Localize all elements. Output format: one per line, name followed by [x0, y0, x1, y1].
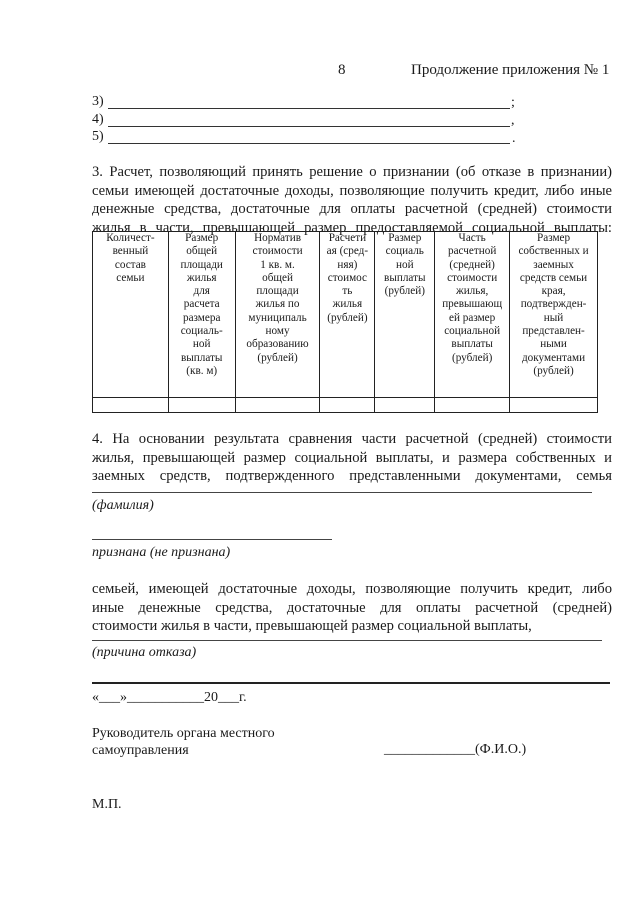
list-item-5: 5) — [92, 129, 104, 144]
recognized-field-line[interactable] — [92, 539, 332, 540]
table-cell[interactable] — [235, 398, 320, 413]
refusal-field-line[interactable] — [92, 640, 602, 641]
section-4-line: 4. На основании результата сравнения части расчетной (средней) стоимости — [92, 431, 612, 447]
table-header-cell: Размер общей площади жилья для расчета размера социаль- ной выплаты (кв. м) — [168, 232, 235, 398]
section-4-line: жилья, превышающей размер социальной выплаты, и размера собственных и — [92, 449, 612, 466]
table-header-row — [93, 232, 598, 398]
surname-label: (фамилия) — [92, 498, 154, 513]
table-header-cell: Норматив стоимости 1 кв. м. общей площади жилья по муниципаль ному образованию (рублей) — [235, 232, 320, 398]
table-cell[interactable] — [320, 398, 375, 413]
section-3-line: жилья в части, превышающей размер предоставляемой социальной выплаты: — [92, 219, 612, 236]
result-line: иные денежные средства, достаточные для оплаты расчетной (средней) — [92, 599, 612, 616]
table-header-cell: Размер собственных и заемных средств семьи края, подтвержден- ный представлен- ными документами (рублей) — [510, 232, 598, 398]
table-cell[interactable] — [168, 398, 235, 413]
list-item-3-line — [108, 108, 510, 109]
refusal-label: (причина отказа) — [92, 645, 197, 660]
section-3-paragraph — [92, 163, 612, 237]
recognized-label: признана (не признана) — [92, 545, 231, 560]
result-paragraph — [92, 580, 612, 636]
section-4-line: заемных средств, подтвержденного представленными документами, семья — [92, 468, 612, 484]
table-header-cell: Расчети ая (сред- няя) стоимос ть жилья (рублей) — [320, 232, 375, 398]
divider — [92, 682, 610, 684]
appendix-title: Продолжение приложения № 1 — [411, 62, 610, 78]
table-cell[interactable] — [510, 398, 598, 413]
head-title-line-2: самоуправления — [92, 743, 189, 758]
page-number: 8 — [338, 62, 346, 78]
list-item-4-line — [108, 126, 510, 127]
section-4-paragraph — [92, 430, 612, 486]
stamp-placeholder: М.П. — [92, 797, 122, 812]
section-3-line: 3. Расчет, позволяющий принять решение о признании (об отказе в признании) — [92, 164, 612, 180]
table-header-cell: Количест- венный состав семьи — [93, 232, 169, 398]
list-item-4-end: , — [511, 113, 515, 128]
list-item-5-end: . — [512, 131, 516, 146]
list-item-3: 3) — [92, 94, 104, 109]
table-cell[interactable] — [435, 398, 510, 413]
calculation-table — [92, 231, 598, 413]
list-item-5-line — [108, 143, 510, 144]
section-3-line: семьи имеющей достаточные доходы, позволяющие получить кредит, либо иные — [92, 182, 612, 199]
table-header-cell: Размер социаль ной выплаты (рублей) — [375, 232, 435, 398]
section-3-line: денежные средства, достаточные для оплаты расчетной (средней) стоимости — [92, 201, 612, 217]
list-item-3-end: ; — [511, 95, 515, 110]
head-title-line-1: Руководитель органа местного — [92, 726, 275, 741]
date-field[interactable]: «___»___________20___г. — [92, 690, 247, 705]
signature-field[interactable]: _____________(Ф.И.О.) — [384, 742, 527, 757]
list-item-4: 4) — [92, 112, 104, 127]
table-header-cell: Часть расчетной (средней) стоимости жилья, превышающ ей размер социальной выплаты (рублей) — [435, 232, 510, 398]
table-row — [93, 398, 598, 413]
result-line: семьей, имеющей достаточные доходы, позволяющие получить кредит, либо — [92, 581, 612, 597]
result-line: стоимости жилья в части, превышающей размер социальной выплаты, — [92, 618, 532, 634]
surname-field-line[interactable] — [92, 492, 592, 493]
table-cell[interactable] — [93, 398, 169, 413]
table-cell[interactable] — [375, 398, 435, 413]
